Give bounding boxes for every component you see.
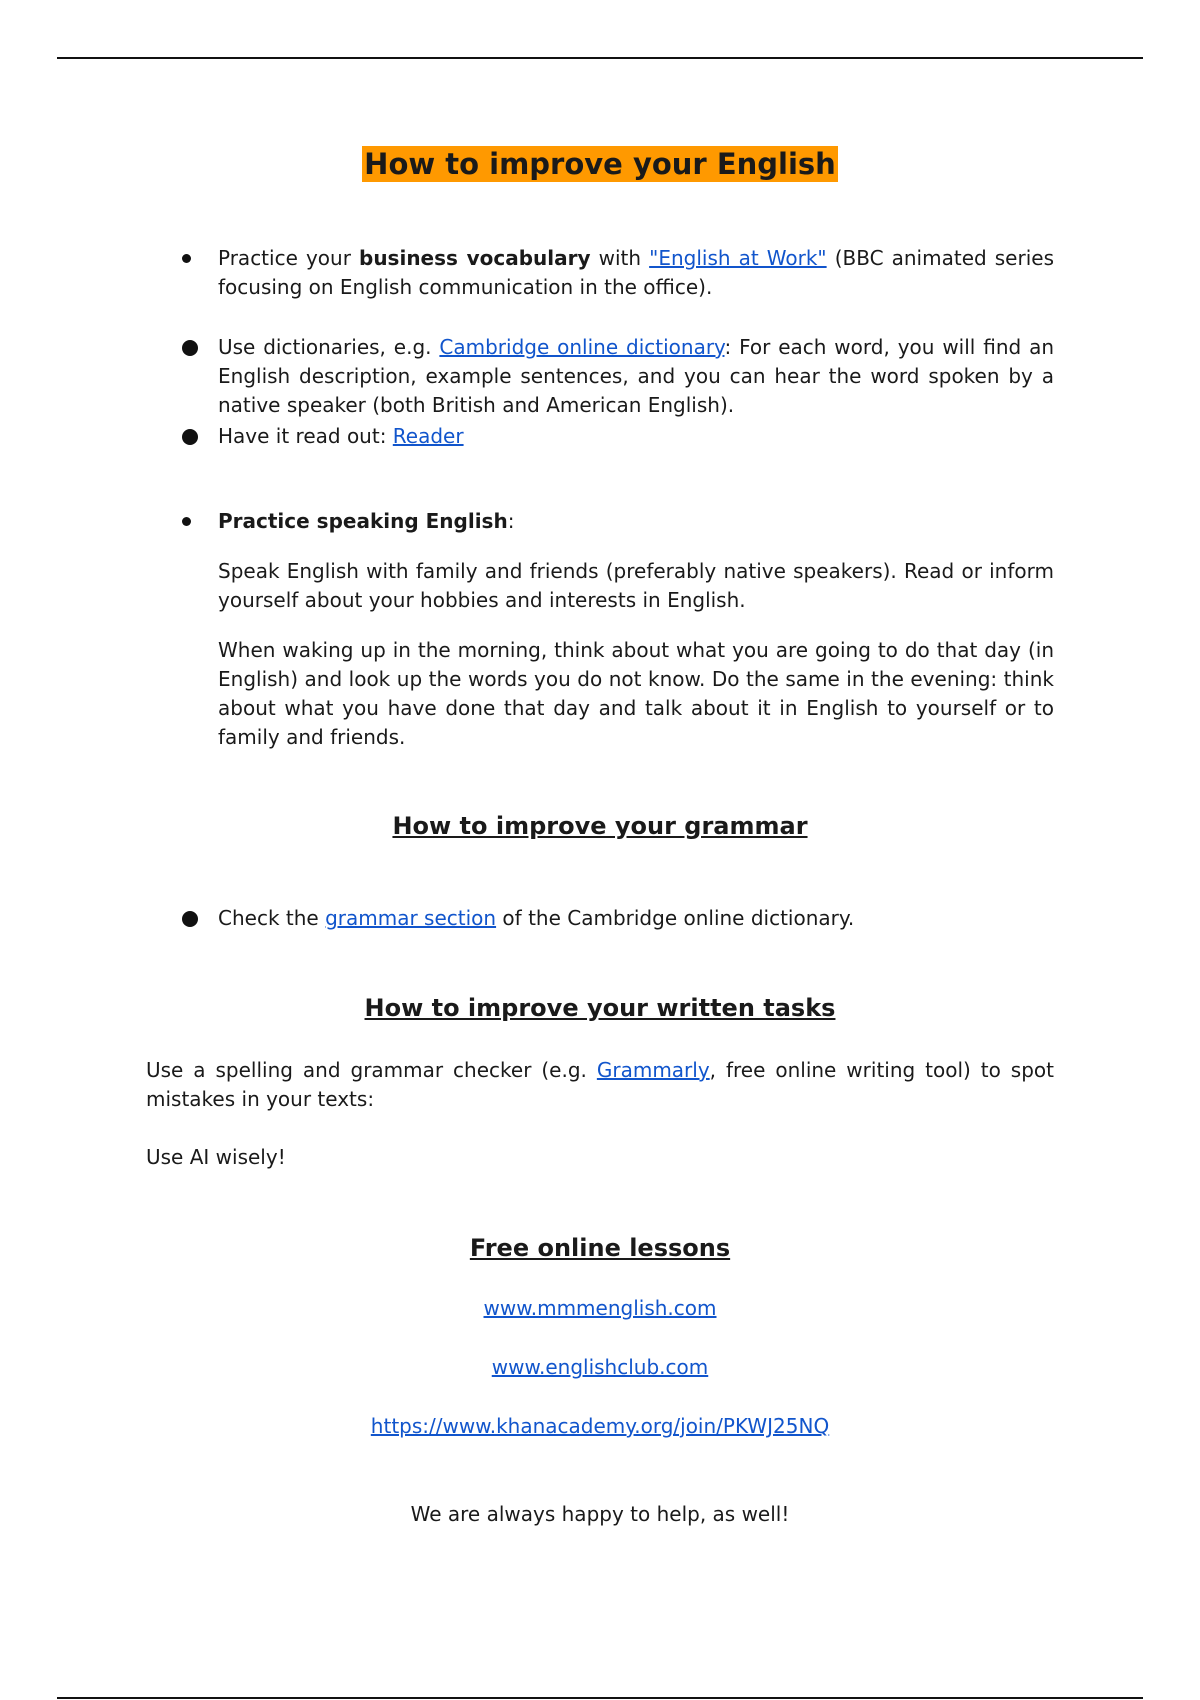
speaking-heading <box>218 507 1054 536</box>
bullet-icon <box>182 429 198 445</box>
grammar-text <box>218 904 1054 933</box>
speaking-paragraph-1: Speak English with family and friends (preferably native speakers). Read or inform yourself about your hobbies and interests in English. <box>218 559 1054 612</box>
title-wrap <box>146 146 1054 182</box>
dict-post: : For each word, you will find an English description, example sentences, and you can hear the word spoken by a native speaker (both British and American English). <box>218 335 1055 417</box>
lesson-link-row <box>146 1294 1054 1323</box>
written-tasks-heading: How to improve your written tasks <box>364 994 836 1022</box>
speaking-bold: Practice speaking English <box>218 509 508 533</box>
grammar-post: of the Cambridge online dictionary. <box>496 906 855 930</box>
bullet-icon <box>182 254 191 263</box>
bullet-icon <box>182 911 198 927</box>
grammar-pre: Check the <box>218 906 326 930</box>
speaking-colon: : <box>507 509 515 533</box>
written-post: , free online writing tool) to spot mistakes in your texts: <box>146 1058 1055 1111</box>
top-rule <box>57 57 1143 59</box>
ai-note: Use AI wisely! <box>146 1145 286 1169</box>
reader-pre: Have it read out: <box>218 424 393 448</box>
dict-pre: Use dictionaries, e.g. <box>218 335 440 359</box>
cambridge-dictionary-link[interactable]: Cambridge online dictionary <box>439 335 725 359</box>
vocab-pre: Practice your <box>218 246 359 270</box>
lessons-heading: Free online lessons <box>469 1234 731 1262</box>
englishclub-link[interactable]: www.englishclub.com <box>491 1355 709 1379</box>
vocab-mid: with <box>590 246 650 270</box>
page-title: How to improve your English <box>364 147 836 181</box>
vocabulary-text <box>218 244 1054 302</box>
reader-text <box>218 422 1054 451</box>
lesson-link-row <box>146 1353 1054 1382</box>
speaking-paragraph-2: When waking up in the morning, think about what you are going to do that day (in English) and look up the words you do not know. Do the same in the evening: think about what you have done that day and talk about it in English to yourself or to family and friends. <box>218 638 1054 749</box>
grammar-section-link[interactable]: grammar section <box>325 906 497 930</box>
grammar-heading: How to improve your grammar <box>392 812 808 840</box>
vocab-bold: business vocabulary <box>359 246 591 270</box>
grammarly-link[interactable]: Grammarly <box>596 1058 710 1082</box>
bottom-rule <box>57 1697 1143 1699</box>
khanacademy-link[interactable]: https://www.khanacademy.org/join/PKWJ25NQ <box>370 1414 830 1438</box>
reader-link[interactable]: Reader <box>392 424 464 448</box>
lesson-link-row <box>146 1412 1054 1441</box>
written-pre: Use a spelling and grammar checker (e.g. <box>146 1058 597 1082</box>
bullet-icon <box>182 517 191 526</box>
dictionaries-text <box>218 333 1054 420</box>
mmmenglish-link[interactable]: www.mmmenglish.com <box>483 1296 717 1320</box>
english-at-work-link[interactable]: "English at Work" <box>649 246 827 270</box>
bullet-icon <box>182 340 198 356</box>
closing-text: We are always happy to help, as well! <box>410 1502 790 1526</box>
vocab-post: (BBC animated series focusing on English communication in the office). <box>218 246 1054 299</box>
written-tasks-text <box>146 1056 1054 1114</box>
